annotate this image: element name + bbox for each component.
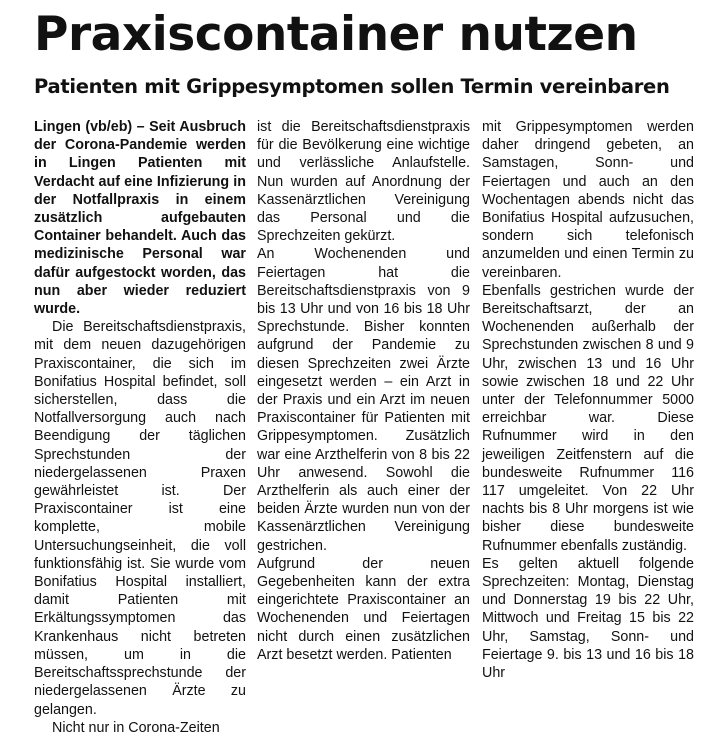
article-paragraph: Es gelten aktuell folgende Sprechzeiten: Montag, Dienstag und Donnerstag 19 bis 22 Uhr, Mittwoch und Freitag 15 bis 22 Uhr, Samstag, Sonn- und Feiertage 9. bis 13 und 16 bis 18 Uhr [482,555,694,682]
article-paragraph: Die Bereitschaftsdienstpraxis, mit dem neuen dazugehörigen Praxiscontainer, die sich im Bonifatius Hospital befindet, soll sicherstellen, dass die Notfallversorgung auch nach Beendigung der täglichen Sprechstunden der niedergelassenen Praxen gewährleistet ist. Der Praxiscontainer ist eine komplette, mobile Untersuchungseinheit, die voll funktionsfähig ist. Sie wurde vom Bonifatius Hospital installiert, damit Patienten mit Erkältungssymptomen das Krankenhaus nicht betreten müssen, um in die Bereitschaftssprechstunde der niedergelassenen Ärzte zu gelangen. [34,319,246,718]
article-lead-paragraph: Lingen (vb/eb) – Seit Ausbruch der Corona-Pandemie werden in Lingen Patienten mit Verdacht auf eine Infizierung in der Notfallpraxis in einem zusätzlich aufgebauten Container behandelt. Auch das medizinische Personal war dafür aufgestockt worden, das nun aber wieder reduziert wurde. [34,119,246,318]
article-paragraph: An Wochenenden und Feiertagen hat die Bereitschaftsdienstpraxis von 9 bis 13 Uhr und von 16 bis 18 Uhr Sprechstunde. Bisher konnten aufgrund der Pandemie zu diesen Sprechzeiten zwei Ärzte eingesetzt werden – ein Arzt in der Praxis und ein Arzt im neuen Praxiscontainer für Patienten mit Grippesymptomen. Zusätzlich war eine Arzthelferin von 8 bis 22 Uhr anwesend. Sowohl die Arzthelferin als auch einer der beiden Ärzte wurden nun von der Kassenärztlichen Vereinigung gestrichen. [257,246,470,554]
article-paragraph: Aufgrund der neuen Gegebenheiten kann der extra eingerichtete Praxiscontainer an Wochenenden und Feiertagen nicht durch einen zusätzlichen Arzt besetzt werden. Patienten [257,555,470,663]
article-paragraph: Nicht nur in Corona-Zeiten [52,719,220,736]
article-column-2 [257,118,470,678]
article-paragraph: mit Grippesymptomen werden daher dringend gebeten, an Samstagen, Sonn- und Feiertagen und auch an den Wochentagen abends nicht das Bonifatius Hospital aufzusuchen, sondern sich telefonisch anzumelden und einen Termin zu vereinbaren. [482,119,694,281]
article-column-1 [34,118,246,736]
article-paragraph: Ebenfalls gestrichen wurde der Bereitschaftsarzt, der an Wochenenden außerhalb der Sprechstunden zwischen 8 und 9 Uhr, zwischen 13 und 16 Uhr sowie zwischen 18 und 22 Uhr unter der Telefonnummer 5000 erreichbar war. Diese Rufnummer wird in den jeweiligen Zeitfenstern auf die bundesweite Rufnummer 116 117 umgeleitet. Von 22 Uhr nachts bis 8 Uhr morgens ist wie bisher diese bundesweite Rufnummer ebenfalls zuständig. [482,282,694,554]
article-subheadline: Patienten mit Grippesymptomen sollen Termin vereinbaren [34,75,670,98]
article-column-3 [482,118,694,682]
article-paragraph: ist die Bereitschaftsdienstpraxis für die Bevölkerung eine wichtige und verlässliche Anlaufstelle. Nun wurden auf Anordnung der Kassenärztlichen Vereinigung das Personal und die Sprechzeiten gekürzt. [257,119,470,245]
article-headline: Praxiscontainer nutzen [34,7,638,62]
